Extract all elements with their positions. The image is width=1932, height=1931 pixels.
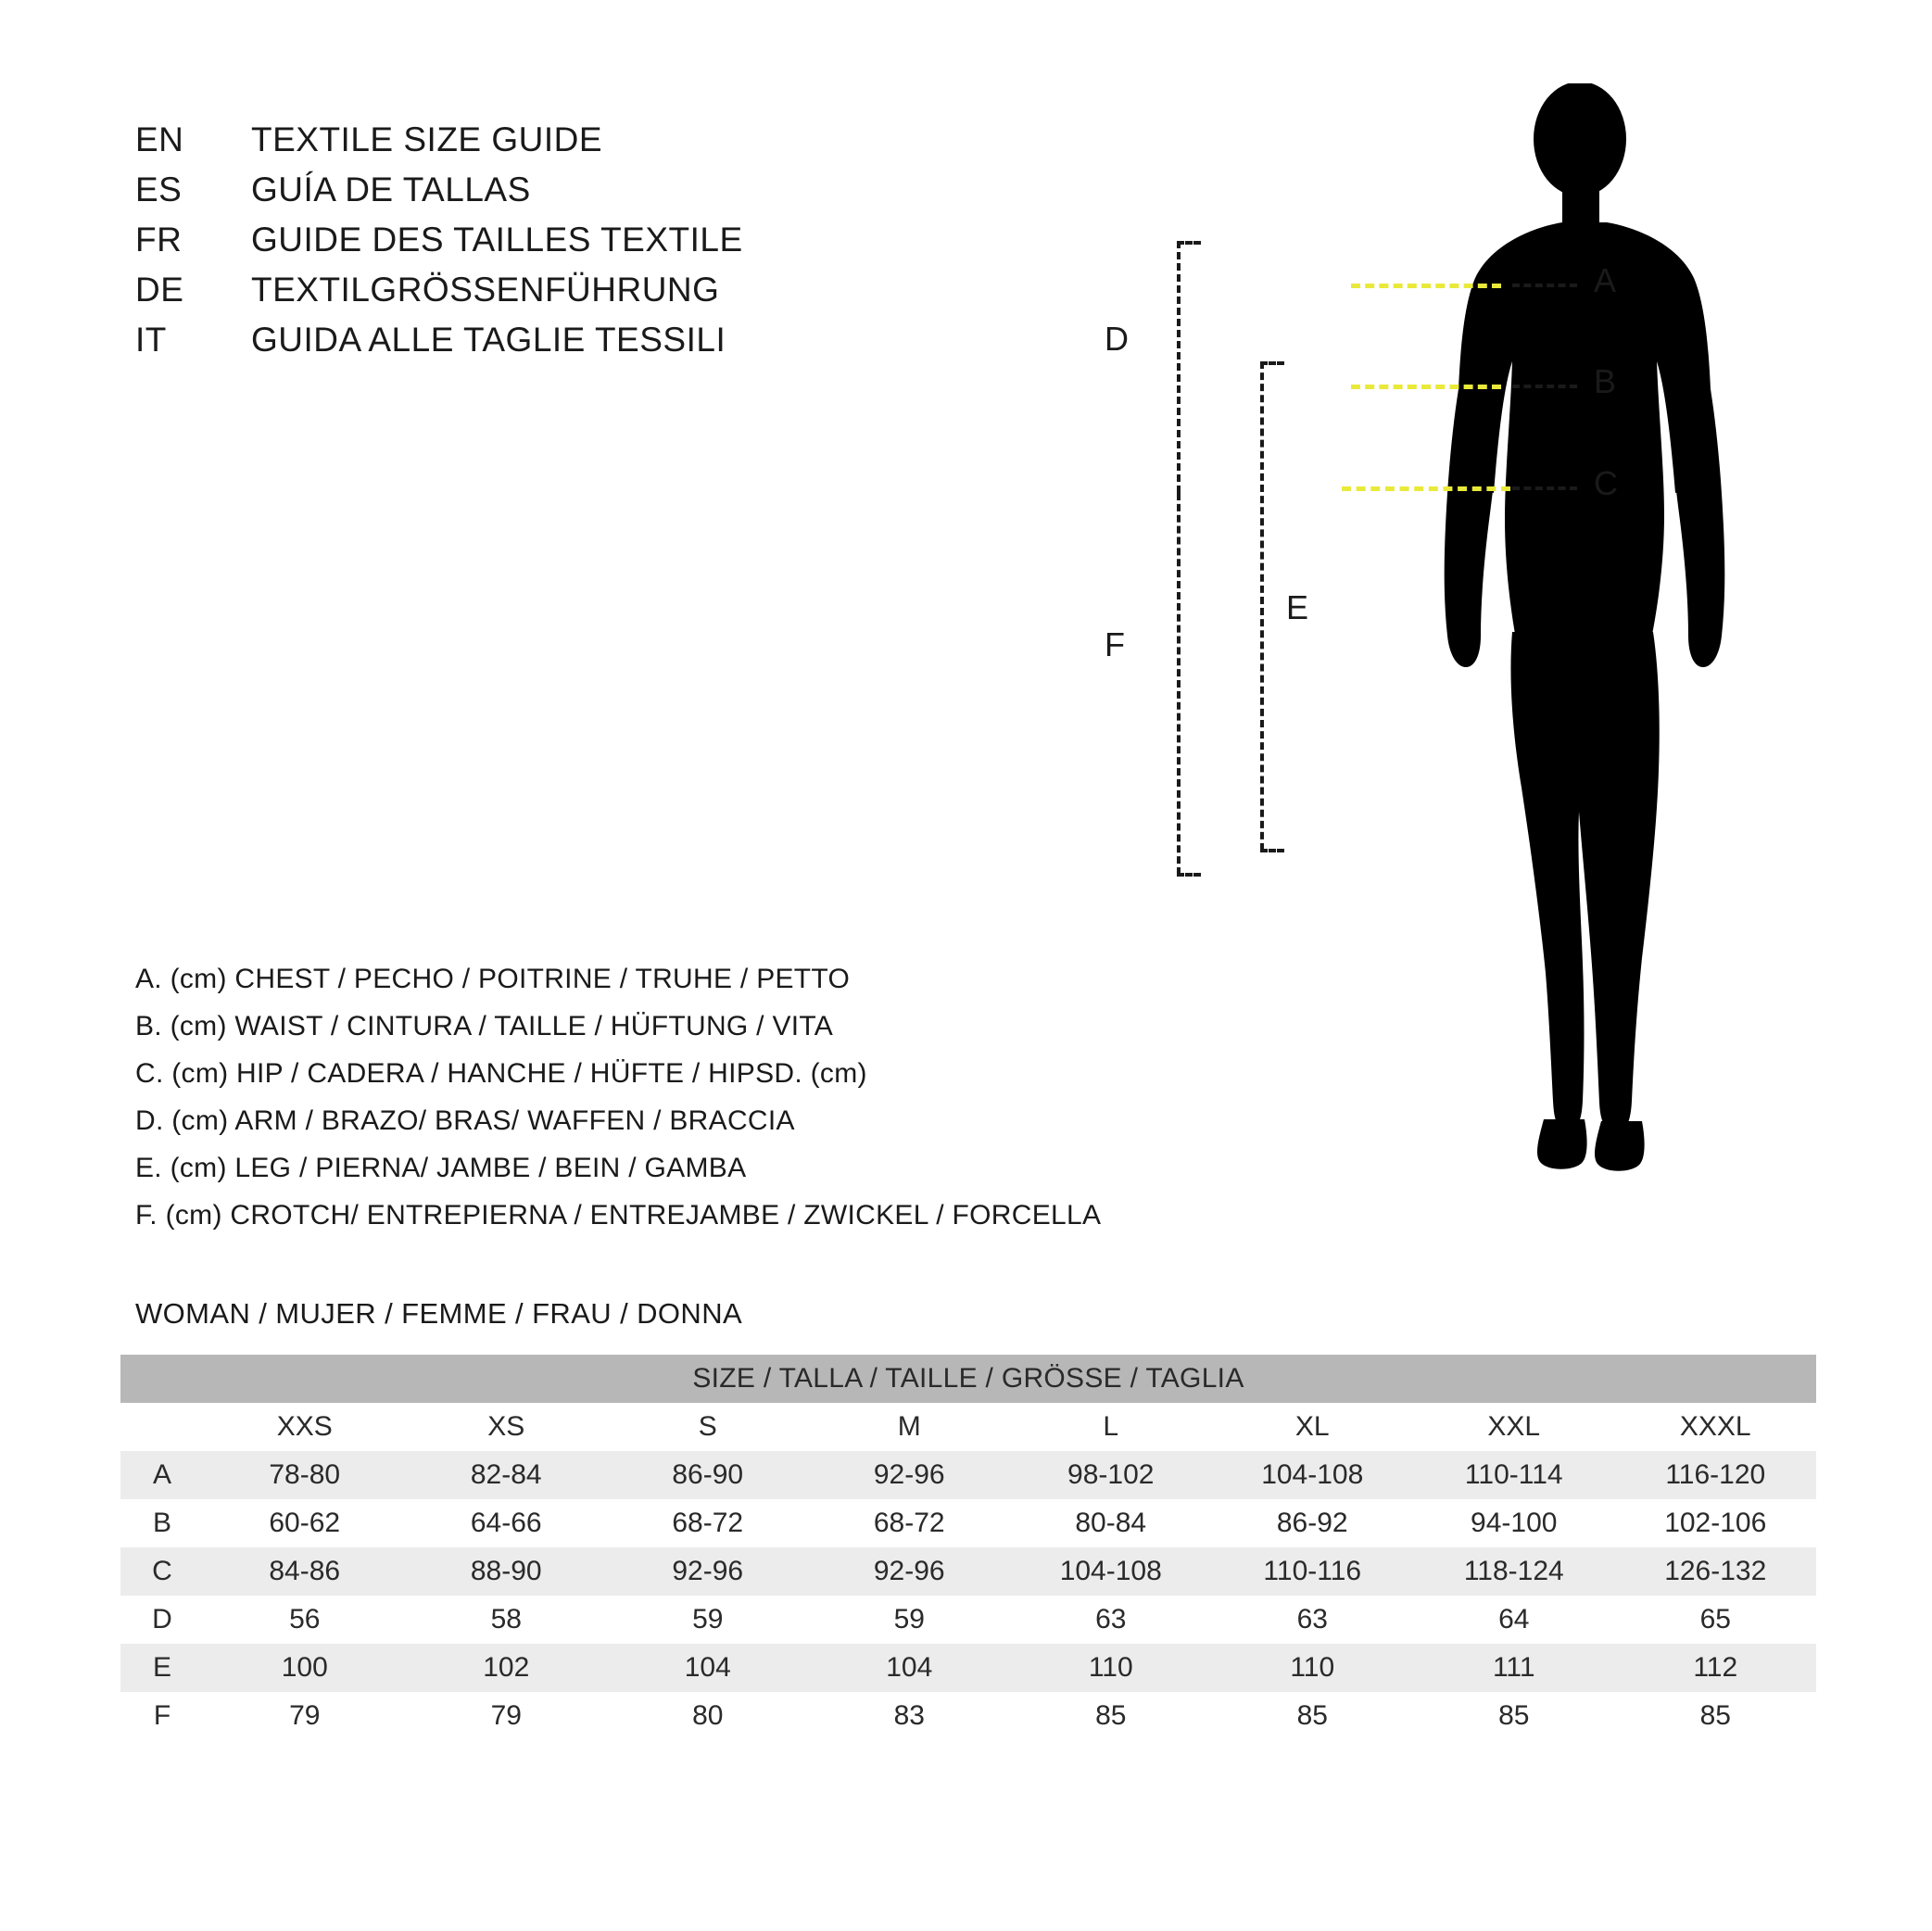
language-title: GUIDE DES TAILLES TEXTILE [251, 221, 743, 259]
cell-b-s: 68-72 [607, 1499, 809, 1547]
language-row [135, 271, 743, 321]
cell-b-xs: 64-66 [406, 1499, 608, 1547]
cell-e-xxs: 100 [204, 1644, 406, 1692]
row-label-e: E [120, 1644, 204, 1692]
cell-e-m: 104 [809, 1644, 1011, 1692]
language-code: ES [135, 170, 183, 208]
waist-leader-line [1512, 385, 1577, 388]
row-label-b: B [120, 1499, 204, 1547]
size-table-column-headers [120, 1403, 1816, 1451]
row-label-f: F [120, 1692, 204, 1740]
cell-c-xl: 110-116 [1212, 1547, 1414, 1596]
legend-item-f: F. (cm) CROTCH/ ENTREPIERNA / ENTREJAMBE / ZWICKEL / FORCELLA [135, 1200, 1102, 1231]
size-table-wrapper [120, 1355, 1816, 1740]
cell-e-s: 104 [607, 1644, 809, 1692]
column-header-xxs: XXS [204, 1403, 406, 1451]
cell-c-m: 92-96 [809, 1547, 1011, 1596]
row-label-d: D [120, 1596, 204, 1644]
size-table-title: SIZE / TALLA / TAILLE / GRÖSSE / TAGLIA [120, 1355, 1816, 1403]
hip-leader-line [1512, 486, 1577, 490]
column-header-xxl: XXL [1413, 1403, 1615, 1451]
cell-b-xxxl: 102-106 [1615, 1499, 1817, 1547]
language-code: FR [135, 221, 183, 259]
legend-item-c: C. (cm) HIP / CADERA / HANCHE / HÜFTE / HIPSD. (cm) [135, 1058, 867, 1089]
measurement-figure [1105, 83, 1844, 1195]
cell-f-xxxl: 85 [1615, 1692, 1817, 1740]
label-f: F [1105, 625, 1125, 663]
cell-c-xxxl: 126-132 [1615, 1547, 1817, 1596]
cell-f-xxl: 85 [1413, 1692, 1615, 1740]
table-row [120, 1596, 1816, 1644]
size-table [120, 1355, 1816, 1740]
language-code: IT [135, 321, 167, 359]
cell-a-xxs: 78-80 [204, 1451, 406, 1499]
corner-cell [120, 1403, 204, 1451]
arm-dimension-cap-top [1177, 241, 1201, 245]
legend-item-d: D. (cm) ARM / BRAZO/ BRAS/ WAFFEN / BRACCIA [135, 1105, 795, 1136]
label-a: A [1594, 261, 1617, 299]
group-label: WOMAN / MUJER / FEMME / FRAU / DONNA [135, 1297, 743, 1330]
cell-d-l: 63 [1010, 1596, 1212, 1644]
cell-e-l: 110 [1010, 1644, 1212, 1692]
language-title: TEXTILGRÖSSENFÜHRUNG [251, 271, 720, 309]
column-header-s: S [607, 1403, 809, 1451]
cell-f-l: 85 [1010, 1692, 1212, 1740]
arm-dimension-bar [1177, 241, 1181, 493]
label-e: E [1286, 588, 1309, 626]
hip-measure-line [1342, 486, 1510, 491]
cell-e-xs: 102 [406, 1644, 608, 1692]
cell-d-s: 59 [607, 1596, 809, 1644]
cell-a-xxl: 110-114 [1413, 1451, 1615, 1499]
cell-d-xl: 63 [1212, 1596, 1414, 1644]
language-code: DE [135, 271, 184, 309]
cell-b-xxl: 94-100 [1413, 1499, 1615, 1547]
chest-leader-line [1512, 284, 1577, 287]
measurement-legend [135, 964, 1101, 1247]
cell-d-xxs: 56 [204, 1596, 406, 1644]
cell-a-s: 86-90 [607, 1451, 809, 1499]
cell-f-m: 83 [809, 1692, 1011, 1740]
cell-f-xs: 79 [406, 1692, 608, 1740]
column-header-l: L [1010, 1403, 1212, 1451]
table-row [120, 1692, 1816, 1740]
cell-d-xs: 58 [406, 1596, 608, 1644]
label-b: B [1594, 362, 1617, 400]
language-code: EN [135, 120, 184, 158]
woman-silhouette-icon [1390, 83, 1779, 1177]
label-d: D [1105, 320, 1129, 358]
legend-item-a: A. (cm) CHEST / PECHO / POITRINE / TRUHE / PETTO [135, 964, 851, 994]
cell-a-m: 92-96 [809, 1451, 1011, 1499]
cell-a-xs: 82-84 [406, 1451, 608, 1499]
table-row [120, 1547, 1816, 1596]
column-header-xl: XL [1212, 1403, 1414, 1451]
leg-dimension-cap-top [1260, 361, 1284, 365]
cell-c-xxl: 118-124 [1413, 1547, 1615, 1596]
crotch-dimension-bar [1177, 493, 1181, 875]
language-title-block [135, 120, 743, 371]
waist-measure-line [1351, 385, 1501, 389]
language-row [135, 321, 743, 371]
size-table-title-row [120, 1355, 1816, 1403]
language-row [135, 120, 743, 170]
language-row [135, 221, 743, 271]
column-header-xs: XS [406, 1403, 608, 1451]
cell-f-xxs: 79 [204, 1692, 406, 1740]
cell-e-xl: 110 [1212, 1644, 1414, 1692]
cell-b-xl: 86-92 [1212, 1499, 1414, 1547]
row-label-a: A [120, 1451, 204, 1499]
cell-c-xxs: 84-86 [204, 1547, 406, 1596]
cell-f-xl: 85 [1212, 1692, 1414, 1740]
language-title: GUÍA DE TALLAS [251, 170, 531, 208]
cell-b-xxs: 60-62 [204, 1499, 406, 1547]
table-row [120, 1451, 1816, 1499]
cell-d-xxl: 64 [1413, 1596, 1615, 1644]
cell-a-xxxl: 116-120 [1615, 1451, 1817, 1499]
language-row [135, 170, 743, 221]
legend-item-e: E. (cm) LEG / PIERNA/ JAMBE / BEIN / GAMBA [135, 1153, 747, 1183]
cell-c-xs: 88-90 [406, 1547, 608, 1596]
table-row [120, 1644, 1816, 1692]
cell-c-s: 92-96 [607, 1547, 809, 1596]
cell-e-xxxl: 112 [1615, 1644, 1817, 1692]
language-title: GUIDA ALLE TAGLIE TESSILI [251, 321, 726, 359]
label-c: C [1594, 464, 1618, 502]
cell-b-l: 80-84 [1010, 1499, 1212, 1547]
chest-measure-line [1351, 284, 1501, 288]
table-row [120, 1499, 1816, 1547]
row-label-c: C [120, 1547, 204, 1596]
crotch-dimension-cap-bottom [1177, 873, 1201, 877]
cell-f-s: 80 [607, 1692, 809, 1740]
cell-d-xxxl: 65 [1615, 1596, 1817, 1644]
cell-e-xxl: 111 [1413, 1644, 1615, 1692]
cell-d-m: 59 [809, 1596, 1011, 1644]
leg-dimension-cap-bottom [1260, 849, 1284, 852]
cell-c-l: 104-108 [1010, 1547, 1212, 1596]
column-header-xxxl: XXXL [1615, 1403, 1817, 1451]
cell-b-m: 68-72 [809, 1499, 1011, 1547]
language-title: TEXTILE SIZE GUIDE [251, 120, 603, 158]
cell-a-xl: 104-108 [1212, 1451, 1414, 1499]
legend-item-b: B. (cm) WAIST / CINTURA / TAILLE / HÜFTUNG / VITA [135, 1011, 834, 1041]
cell-a-l: 98-102 [1010, 1451, 1212, 1499]
leg-dimension-bar [1260, 361, 1264, 851]
column-header-m: M [809, 1403, 1011, 1451]
